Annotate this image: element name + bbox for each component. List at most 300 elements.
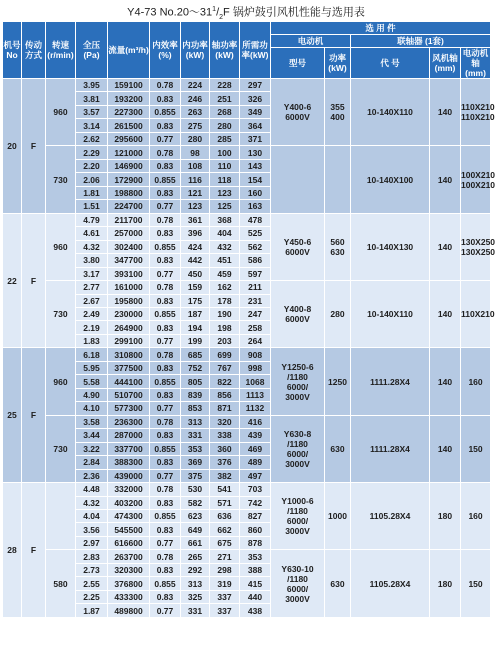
efficiency-cell: 0.77 — [150, 536, 181, 549]
pressure-cell: 2.77 — [76, 281, 108, 294]
req-power-cell: 878 — [240, 536, 271, 549]
shaft-power-cell: 636 — [210, 510, 240, 523]
motor-shaft-cell: 130X250 130X250 — [461, 213, 491, 280]
efficiency-cell: 0.855 — [150, 442, 181, 455]
flow-cell: 320300 — [108, 563, 150, 576]
speed-cell: 960 — [46, 348, 76, 415]
req-power-cell: 1132 — [240, 402, 271, 415]
int-power-cell: 752 — [181, 361, 210, 374]
efficiency-cell: 0.83 — [150, 92, 181, 105]
pressure-cell: 2.36 — [76, 469, 108, 482]
flow-cell: 193200 — [108, 92, 150, 105]
shaft-power-cell: 285 — [210, 132, 240, 145]
speed-cell: 580 — [46, 550, 76, 617]
req-power-cell: 438 — [240, 604, 271, 617]
int-power-cell: 353 — [181, 442, 210, 455]
shaft-power-cell: 360 — [210, 442, 240, 455]
flow-cell: 172900 — [108, 173, 150, 186]
shaft-power-cell: 571 — [210, 496, 240, 509]
pressure-cell: 2.29 — [76, 146, 108, 159]
req-power-cell: 211 — [240, 281, 271, 294]
int-power-cell: 275 — [181, 119, 210, 132]
req-power-cell: 388 — [240, 563, 271, 576]
req-power-cell: 597 — [240, 267, 271, 280]
shaft-power-cell: 268 — [210, 105, 240, 118]
pressure-cell: 2.73 — [76, 563, 108, 576]
motor-power-cell: 630 — [325, 415, 351, 482]
flow-cell: 393100 — [108, 267, 150, 280]
header-pressure: 全压(Pa) — [76, 22, 108, 79]
int-power-cell: 325 — [181, 590, 210, 603]
coupling-code-cell: 10-140X110 — [351, 79, 430, 146]
pressure-cell: 5.58 — [76, 375, 108, 388]
efficiency-cell: 0.83 — [150, 523, 181, 536]
int-power-cell: 442 — [181, 254, 210, 267]
req-power-cell: 469 — [240, 442, 271, 455]
efficiency-cell: 0.77 — [150, 200, 181, 213]
efficiency-cell: 0.78 — [150, 146, 181, 159]
int-power-cell: 361 — [181, 213, 210, 226]
header-speed: 转速(r/min) — [46, 22, 76, 79]
flow-cell: 302400 — [108, 240, 150, 253]
shaft-power-cell: 100 — [210, 146, 240, 159]
shaft-power-cell: 110 — [210, 159, 240, 172]
fan-shaft-cell: 140 — [430, 213, 461, 280]
pressure-cell: 4.90 — [76, 388, 108, 401]
header-int-power: 内功率(kW) — [181, 22, 210, 79]
efficiency-cell: 0.83 — [150, 254, 181, 267]
req-power-cell: 371 — [240, 132, 271, 145]
int-power-cell: 396 — [181, 227, 210, 240]
req-power-cell: 1068 — [240, 375, 271, 388]
drive-cell: F — [22, 79, 46, 214]
machine-no-cell: 22 — [3, 213, 22, 348]
shaft-power-cell: 376 — [210, 456, 240, 469]
motor-power-cell: 630 — [325, 550, 351, 617]
flow-cell: 230000 — [108, 307, 150, 320]
req-power-cell: 562 — [240, 240, 271, 253]
fan-shaft-cell: 140 — [430, 415, 461, 482]
flow-cell: 263700 — [108, 550, 150, 563]
shaft-power-cell: 338 — [210, 429, 240, 442]
int-power-cell: 265 — [181, 550, 210, 563]
pressure-cell: 3.81 — [76, 92, 108, 105]
efficiency-cell: 0.78 — [150, 213, 181, 226]
pressure-cell: 3.58 — [76, 415, 108, 428]
flow-cell: 545500 — [108, 523, 150, 536]
header-motor-shaft: 电动机轴(mm) — [461, 48, 491, 79]
fan-shaft-cell: 140 — [430, 281, 461, 348]
fan-shaft-cell: 140 — [430, 146, 461, 213]
motor-model-cell: Y400-8 6000V — [271, 281, 325, 348]
req-power-cell: 586 — [240, 254, 271, 267]
int-power-cell: 246 — [181, 92, 210, 105]
flow-cell: 377500 — [108, 361, 150, 374]
efficiency-cell: 0.83 — [150, 321, 181, 334]
pressure-cell: 3.56 — [76, 523, 108, 536]
table-row — [3, 146, 491, 159]
pressure-cell: 1.51 — [76, 200, 108, 213]
req-power-cell: 478 — [240, 213, 271, 226]
req-power-cell: 860 — [240, 523, 271, 536]
req-power-cell: 264 — [240, 334, 271, 347]
header-shaft-power: 轴功率(kW) — [210, 22, 240, 79]
req-power-cell: 349 — [240, 105, 271, 118]
req-power-cell: 489 — [240, 456, 271, 469]
pressure-cell: 2.55 — [76, 577, 108, 590]
req-power-cell: 827 — [240, 510, 271, 523]
shaft-power-cell: 451 — [210, 254, 240, 267]
flow-cell: 403200 — [108, 496, 150, 509]
int-power-cell: 649 — [181, 523, 210, 536]
efficiency-cell: 0.855 — [150, 240, 181, 253]
shaft-power-cell: 123 — [210, 186, 240, 199]
int-power-cell: 98 — [181, 146, 210, 159]
efficiency-cell: 0.78 — [150, 348, 181, 361]
pressure-cell: 4.79 — [76, 213, 108, 226]
pressure-cell: 2.67 — [76, 294, 108, 307]
machine-no-cell: 25 — [3, 348, 22, 483]
efficiency-cell: 0.83 — [150, 186, 181, 199]
shaft-power-cell: 432 — [210, 240, 240, 253]
pressure-cell: 2.06 — [76, 173, 108, 186]
flow-cell: 489800 — [108, 604, 150, 617]
int-power-cell: 313 — [181, 415, 210, 428]
int-power-cell: 530 — [181, 483, 210, 496]
pressure-cell: 3.57 — [76, 105, 108, 118]
flow-cell: 198800 — [108, 186, 150, 199]
req-power-cell: 415 — [240, 577, 271, 590]
flow-cell: 439000 — [108, 469, 150, 482]
header-selection: 选 用 件 — [271, 22, 491, 35]
header-model: 型号 — [271, 48, 325, 79]
int-power-cell: 805 — [181, 375, 210, 388]
int-power-cell: 450 — [181, 267, 210, 280]
motor-power-cell — [325, 146, 351, 213]
req-power-cell: 154 — [240, 173, 271, 186]
shaft-power-cell: 118 — [210, 173, 240, 186]
int-power-cell: 313 — [181, 577, 210, 590]
header-machine-no: 机号No — [3, 22, 22, 79]
efficiency-cell: 0.83 — [150, 388, 181, 401]
efficiency-cell: 0.77 — [150, 267, 181, 280]
efficiency-cell: 0.83 — [150, 590, 181, 603]
flow-cell: 161000 — [108, 281, 150, 294]
shaft-power-cell: 675 — [210, 536, 240, 549]
pressure-cell: 1.81 — [76, 186, 108, 199]
flow-cell: 388300 — [108, 456, 150, 469]
header-code: 代 号 — [351, 48, 430, 79]
shaft-power-cell: 871 — [210, 402, 240, 415]
shaft-power-cell: 162 — [210, 281, 240, 294]
int-power-cell: 123 — [181, 200, 210, 213]
int-power-cell: 224 — [181, 79, 210, 92]
pressure-cell: 4.10 — [76, 402, 108, 415]
int-power-cell: 582 — [181, 496, 210, 509]
shaft-power-cell: 251 — [210, 92, 240, 105]
header-drive: 传动方式 — [22, 22, 46, 79]
int-power-cell: 159 — [181, 281, 210, 294]
coupling-code-cell: 10-140X110 — [351, 281, 430, 348]
shaft-power-cell: 320 — [210, 415, 240, 428]
motor-model-cell: Y450-6 6000V — [271, 213, 325, 280]
pressure-cell: 2.19 — [76, 321, 108, 334]
efficiency-cell: 0.83 — [150, 294, 181, 307]
int-power-cell: 331 — [181, 604, 210, 617]
efficiency-cell: 0.77 — [150, 402, 181, 415]
efficiency-cell: 0.83 — [150, 119, 181, 132]
pressure-cell: 3.17 — [76, 267, 108, 280]
shaft-power-cell: 125 — [210, 200, 240, 213]
int-power-cell: 194 — [181, 321, 210, 334]
flow-cell: 510700 — [108, 388, 150, 401]
shaft-power-cell: 662 — [210, 523, 240, 536]
machine-no-cell: 28 — [3, 483, 22, 618]
table-body — [3, 79, 495, 618]
shaft-power-cell: 382 — [210, 469, 240, 482]
pressure-cell: 2.49 — [76, 307, 108, 320]
efficiency-cell: 0.855 — [150, 105, 181, 118]
flow-cell: 211700 — [108, 213, 150, 226]
motor-shaft-cell: 160 — [461, 483, 491, 550]
fan-shaft-cell: 140 — [430, 348, 461, 415]
flow-cell: 121000 — [108, 146, 150, 159]
shaft-power-cell: 271 — [210, 550, 240, 563]
coupling-code-cell: 1111.28X4 — [351, 415, 430, 482]
pressure-cell: 2.62 — [76, 132, 108, 145]
flow-cell: 444100 — [108, 375, 150, 388]
fan-shaft-cell: 180 — [430, 550, 461, 617]
motor-model-cell: Y1000-6 /1180 6000/ 3000V — [271, 483, 325, 550]
speed-cell — [46, 483, 76, 550]
flow-cell: 616600 — [108, 536, 150, 549]
coupling-code-cell: 10-140X130 — [351, 213, 430, 280]
flow-cell: 310800 — [108, 348, 150, 361]
header-flow: 流量(m³/h) — [108, 22, 150, 79]
efficiency-cell: 0.83 — [150, 227, 181, 240]
flow-cell: 195800 — [108, 294, 150, 307]
req-power-cell: 1113 — [240, 388, 271, 401]
shaft-power-cell: 203 — [210, 334, 240, 347]
shaft-power-cell: 459 — [210, 267, 240, 280]
motor-model-cell: Y630-10 /1180 6000/ 3000V — [271, 550, 325, 617]
efficiency-cell: 0.855 — [150, 577, 181, 590]
pressure-cell: 4.32 — [76, 240, 108, 253]
pressure-cell: 5.95 — [76, 361, 108, 374]
flow-cell: 332000 — [108, 483, 150, 496]
table-row — [3, 483, 491, 496]
shaft-power-cell: 368 — [210, 213, 240, 226]
int-power-cell: 623 — [181, 510, 210, 523]
efficiency-cell: 0.78 — [150, 415, 181, 428]
int-power-cell: 187 — [181, 307, 210, 320]
header-power: 功率(kW) — [325, 48, 351, 79]
flow-cell: 433300 — [108, 590, 150, 603]
flow-cell: 295600 — [108, 132, 150, 145]
pressure-cell: 2.84 — [76, 456, 108, 469]
table-row — [3, 213, 491, 226]
int-power-cell: 116 — [181, 173, 210, 186]
shaft-power-cell: 337 — [210, 604, 240, 617]
int-power-cell: 108 — [181, 159, 210, 172]
pressure-cell: 3.80 — [76, 254, 108, 267]
flow-cell: 299100 — [108, 334, 150, 347]
drive-cell: F — [22, 348, 46, 483]
efficiency-cell: 0.77 — [150, 469, 181, 482]
pressure-cell: 4.04 — [76, 510, 108, 523]
speed-cell: 730 — [46, 146, 76, 213]
efficiency-cell: 0.78 — [150, 483, 181, 496]
pressure-cell: 2.25 — [76, 590, 108, 603]
pressure-cell: 3.14 — [76, 119, 108, 132]
efficiency-cell: 0.78 — [150, 79, 181, 92]
flow-cell: 224700 — [108, 200, 150, 213]
efficiency-cell: 0.77 — [150, 604, 181, 617]
req-power-cell: 297 — [240, 79, 271, 92]
int-power-cell: 424 — [181, 240, 210, 253]
req-power-cell: 130 — [240, 146, 271, 159]
motor-shaft-cell: 110X210 — [461, 281, 491, 348]
shaft-power-cell: 404 — [210, 227, 240, 240]
shaft-power-cell: 337 — [210, 590, 240, 603]
req-power-cell: 163 — [240, 200, 271, 213]
pressure-cell: 4.48 — [76, 483, 108, 496]
flow-cell: 347700 — [108, 254, 150, 267]
shaft-power-cell: 198 — [210, 321, 240, 334]
int-power-cell: 839 — [181, 388, 210, 401]
coupling-code-cell: 1105.28X4 — [351, 550, 430, 617]
req-power-cell: 258 — [240, 321, 271, 334]
fan-shaft-cell: 140 — [430, 79, 461, 146]
header-efficiency: 内效率(%) — [150, 22, 181, 79]
req-power-cell: 439 — [240, 429, 271, 442]
efficiency-cell: 0.77 — [150, 132, 181, 145]
efficiency-cell: 0.83 — [150, 361, 181, 374]
req-power-cell: 998 — [240, 361, 271, 374]
efficiency-cell: 0.83 — [150, 496, 181, 509]
table-row — [3, 281, 491, 294]
pressure-cell: 3.44 — [76, 429, 108, 442]
efficiency-cell: 0.78 — [150, 550, 181, 563]
efficiency-cell: 0.855 — [150, 307, 181, 320]
pressure-cell: 2.83 — [76, 550, 108, 563]
pressure-cell: 1.87 — [76, 604, 108, 617]
efficiency-cell: 0.83 — [150, 456, 181, 469]
table-row — [3, 550, 491, 563]
motor-power-cell: 355 400 — [325, 79, 351, 146]
efficiency-cell: 0.855 — [150, 375, 181, 388]
efficiency-cell: 0.78 — [150, 281, 181, 294]
motor-shaft-cell: 110X210 110X210 — [461, 79, 491, 146]
motor-model-cell: Y630-8 /1180 6000/ 3000V — [271, 415, 325, 482]
req-power-cell: 326 — [240, 92, 271, 105]
shaft-power-cell: 280 — [210, 119, 240, 132]
shaft-power-cell: 178 — [210, 294, 240, 307]
motor-model-cell: Y400-6 6000V — [271, 79, 325, 146]
int-power-cell: 280 — [181, 132, 210, 145]
speed-cell: 960 — [46, 213, 76, 280]
motor-model-cell: Y1250-6 /1180 6000/ 3000V — [271, 348, 325, 415]
req-power-cell: 247 — [240, 307, 271, 320]
efficiency-cell: 0.83 — [150, 563, 181, 576]
int-power-cell: 853 — [181, 402, 210, 415]
efficiency-cell: 0.855 — [150, 510, 181, 523]
req-power-cell: 143 — [240, 159, 271, 172]
req-power-cell: 497 — [240, 469, 271, 482]
req-power-cell: 440 — [240, 590, 271, 603]
req-power-cell: 416 — [240, 415, 271, 428]
req-power-cell: 525 — [240, 227, 271, 240]
coupling-code-cell: 1105.28X4 — [351, 483, 430, 550]
header-motor: 电动机 — [271, 35, 351, 48]
table-row — [3, 79, 491, 92]
int-power-cell: 292 — [181, 563, 210, 576]
int-power-cell: 685 — [181, 348, 210, 361]
drive-cell: F — [22, 213, 46, 348]
motor-power-cell: 1250 — [325, 348, 351, 415]
speed-cell: 730 — [46, 281, 76, 348]
shaft-power-cell: 699 — [210, 348, 240, 361]
flow-cell: 257000 — [108, 227, 150, 240]
drive-cell: F — [22, 483, 46, 618]
motor-model-cell — [271, 146, 325, 213]
shaft-power-cell: 190 — [210, 307, 240, 320]
motor-shaft-cell: 150 — [461, 550, 491, 617]
efficiency-cell: 0.83 — [150, 159, 181, 172]
efficiency-cell: 0.77 — [150, 334, 181, 347]
flow-cell: 264900 — [108, 321, 150, 334]
int-power-cell: 331 — [181, 429, 210, 442]
shaft-power-cell: 319 — [210, 577, 240, 590]
speed-cell: 960 — [46, 79, 76, 146]
pressure-cell: 3.95 — [76, 79, 108, 92]
coupling-code-cell: 1111.28X4 — [351, 348, 430, 415]
flow-cell: 337700 — [108, 442, 150, 455]
table-row — [3, 348, 491, 361]
req-power-cell: 364 — [240, 119, 271, 132]
int-power-cell: 175 — [181, 294, 210, 307]
shaft-power-cell: 298 — [210, 563, 240, 576]
shaft-power-cell: 541 — [210, 483, 240, 496]
efficiency-cell: 0.83 — [150, 429, 181, 442]
flow-cell: 159100 — [108, 79, 150, 92]
req-power-cell: 908 — [240, 348, 271, 361]
flow-cell: 261500 — [108, 119, 150, 132]
int-power-cell: 199 — [181, 334, 210, 347]
shaft-power-cell: 767 — [210, 361, 240, 374]
motor-shaft-cell: 150 — [461, 415, 491, 482]
flow-cell: 577300 — [108, 402, 150, 415]
shaft-power-cell: 856 — [210, 388, 240, 401]
req-power-cell: 231 — [240, 294, 271, 307]
req-power-cell: 703 — [240, 483, 271, 496]
efficiency-cell: 0.855 — [150, 173, 181, 186]
header-fan-shaft: 风机轴(mm) — [430, 48, 461, 79]
table-row — [3, 415, 491, 428]
performance-table — [2, 21, 495, 618]
motor-shaft-cell: 160 — [461, 348, 491, 415]
pressure-cell: 4.32 — [76, 496, 108, 509]
int-power-cell: 661 — [181, 536, 210, 549]
shaft-power-cell: 822 — [210, 375, 240, 388]
req-power-cell: 742 — [240, 496, 271, 509]
flow-cell: 236300 — [108, 415, 150, 428]
req-power-cell: 160 — [240, 186, 271, 199]
machine-no-cell: 20 — [3, 79, 22, 214]
flow-cell: 227300 — [108, 105, 150, 118]
pressure-cell: 3.22 — [76, 442, 108, 455]
pressure-cell: 2.97 — [76, 536, 108, 549]
